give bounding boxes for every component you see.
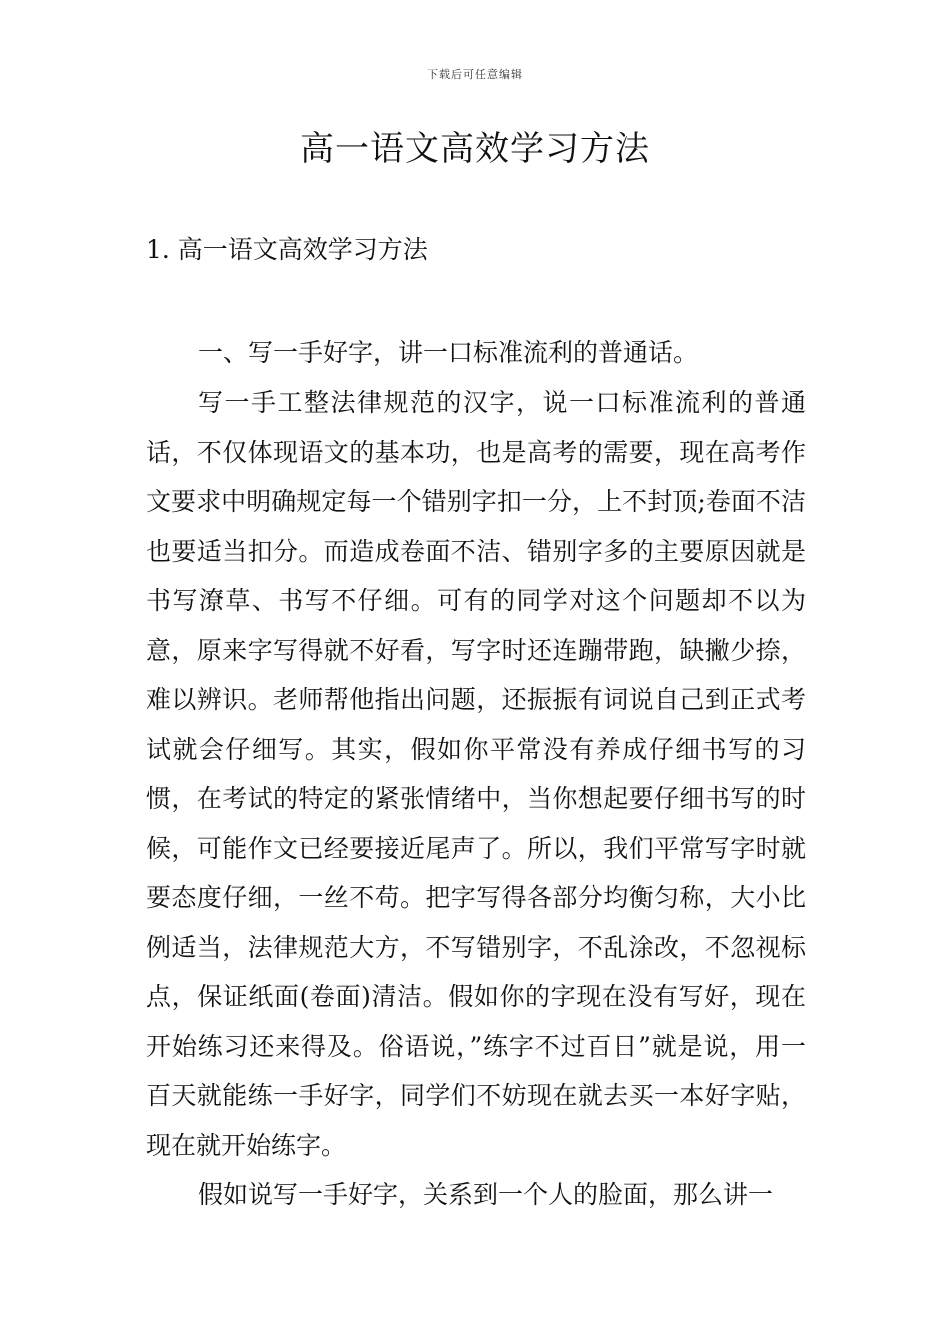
paragraph-2: 写一手工整法律规范的汉字，说一口标准流利的普通话，不仅体现语文的基本功，也是高考的需要，现在高考作文要求中明确规定每一个错别字扣一分，上不封顶;卷面不洁也要适当扣分。而造成卷面不洁、错别字多的主要原因就是书写潦草、书写不仔细。可有的同学对这个问题却不以为意，原来字写得就不好看，写字时还连蹦带跑，缺撇少捺，难以辨识。老师帮他指出问题，还振振有词说自己到正式考试就会仔细写。其实，假如你平常没有养成仔细书写的习惯，在考试的特定的紧张情绪中，当你想起要仔细书写的时候，可能作文已经要接近尾声了。所以，我们平常写字时就要态度仔细，一丝不苟。把字写得各部分均衡匀称，大小比例适当，法律规范大方，不写错别字，不乱涂改，不忽视标点，保证纸面(卷面)清洁。假如你的字现在没有写好，现在开始练习还来得及。俗语说，”练字不过百日”就是说，用一百天就能练一手好字，同学们不妨现在就去买一本好字贴，现在就开始练字。 [146,388,806,1160]
header-note: 下载后可任意编辑 [427,68,523,81]
section-heading: 1. 高一语文高效学习方法 [146,235,428,264]
paragraph-1: 一、写一手好字，讲一口标准流利的普通话。 [198,338,699,367]
document-title: 高一语文高效学习方法 [300,129,650,169]
paragraph-3: 假如说写一手好字，关系到一个人的脸面，那么讲一 [198,1180,774,1209]
